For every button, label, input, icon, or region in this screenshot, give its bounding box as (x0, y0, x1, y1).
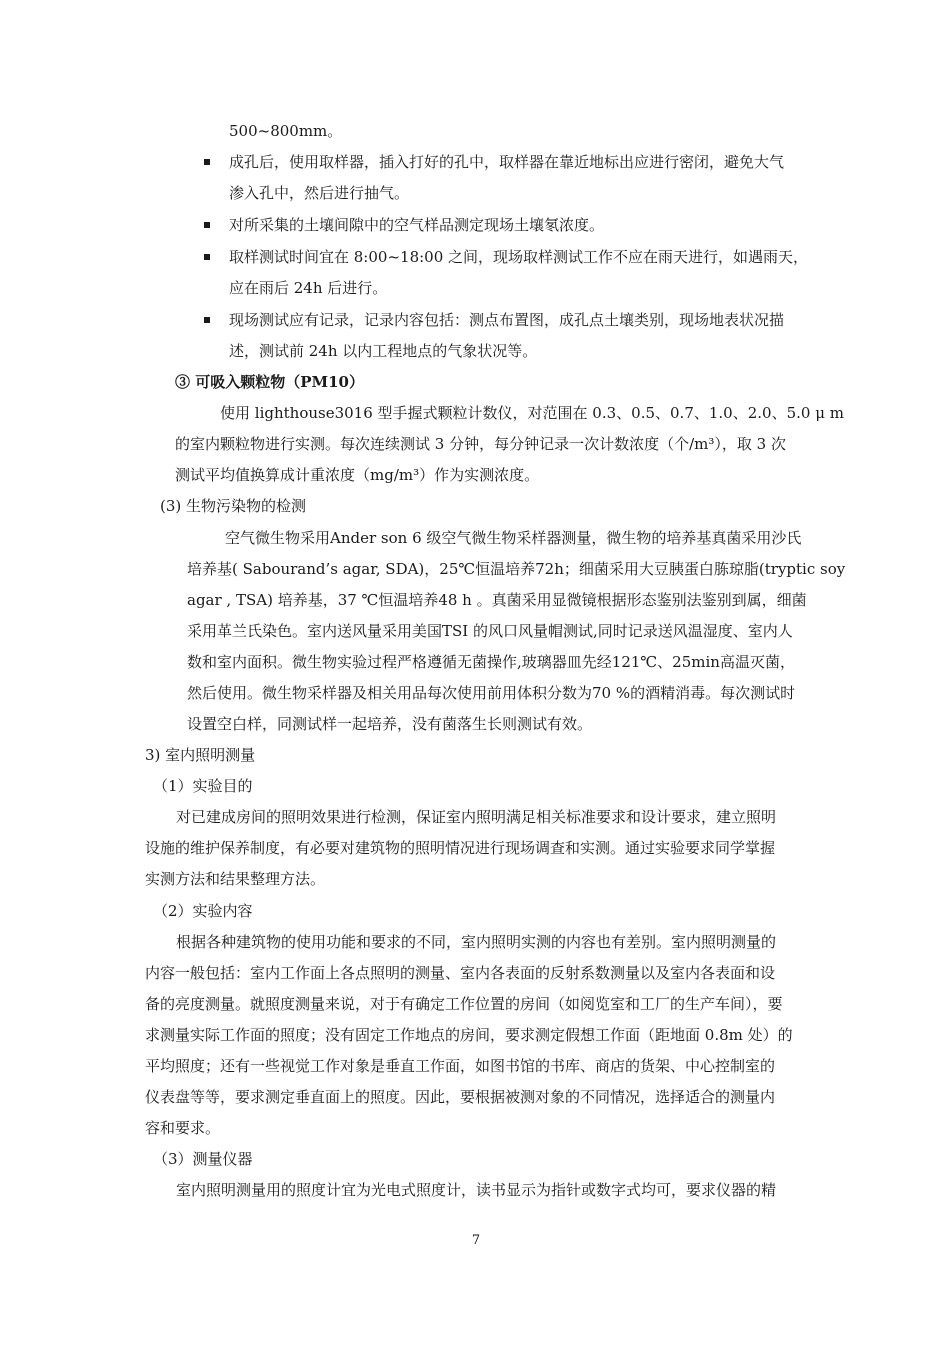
paragraph-line: 仪表盘等等，要求测定垂直面上的照度。因此，要根据被测对象的不同情况，选择适合的测量内 (145, 1088, 776, 1106)
paragraph-line: 500~800mm。 (229, 122, 343, 140)
paragraph-line: 空气微生物采用Ander son 6 级空气微生物采样器测量，微生物的培养基真菌采用沙氏 (225, 529, 802, 547)
paragraph-line: 平均照度；还有一些视觉工作对象是垂直工作面，如图书馆的书库、商店的货架、中心控制室的 (145, 1057, 776, 1075)
paragraph-line: 求测量实际工作面的照度；没有固定工作地点的房间，要求测定假想工作面（距地面 0.8m 处）的 (145, 1026, 793, 1044)
bullet-item-line: 现场测试应有记录，记录内容包括：测点布置图，成孔点土壤类别，现场地表状况描 (229, 311, 785, 329)
paragraph-line: 根据各种建筑物的使用功能和要求的不同，室内照明实测的内容也有差别。室内照明测量的 (176, 933, 777, 951)
paragraph-line: 采用革兰氏染色。室内送风量采用美国TSI 的风口风量帽测试,同时记录送风温湿度、室内人 (187, 622, 793, 640)
bullet-item-line: 渗入孔中，然后进行抽气。 (229, 184, 410, 202)
bullet-item-line: 对所采集的土壤间隙中的空气样品测定现场土壤氡浓度。 (229, 216, 605, 234)
bullet-item-line: 应在雨后 24h 后进行。 (229, 279, 388, 297)
paragraph-line: 实测方法和结果整理方法。 (145, 870, 326, 888)
paragraph-line: 培养基( Sabourand’s agar, SDA)，25℃恒温培养72h；细菌采用大豆胰蛋白胨琼脂(tryptic soy (187, 560, 846, 578)
paragraph-line: 使用 lighthouse3016 型手握式颗粒计数仪，对范围在 0.3、0.5、0.7、1.0、2.0、5.0 μ m (220, 404, 844, 422)
paragraph-line: 内容一般包括：室内工作面上各点照明的测量、室内各表面的反射系数测量以及室内各表面和设 (145, 964, 776, 982)
bullet-icon (204, 222, 210, 228)
section-heading-pm10: ③ 可吸入颗粒物（PM10） (175, 373, 364, 391)
paragraph-line: 备的亮度测量。就照度测量来说，对于有确定工作位置的房间（如阅览室和工厂的生产车间），要 (145, 995, 783, 1013)
bullet-item-line: 述，测试前 24h 以内工程地点的气象状况等。 (229, 342, 538, 360)
bullet-icon (204, 159, 210, 165)
section-heading-lighting: 3) 室内照明测量 (145, 746, 256, 764)
bullet-item-line: 成孔后，使用取样器，插入打好的孔中，取样器在靠近地标出应进行密闭，避免大气 (229, 153, 785, 171)
paragraph-line: 测试平均值换算成计重浓度（mg/m³）作为实测浓度。 (175, 466, 540, 484)
paragraph-line: 然后使用。微生物采样器及相关用品每次使用前用体积分数为70 %的酒精消毒。每次测试时 (187, 684, 796, 702)
section-heading-bio: (3) 生物污染物的检测 (160, 497, 307, 515)
paragraph-line: 的室内颗粒物进行实测。每次连续测试 3 分钟，每分钟记录一次计数浓度（个/m³），取 3 次 (175, 435, 786, 453)
paragraph-line: 设施的维护保养制度，有必要对建筑物的照明情况进行现场调查和实测。通过实验要求同学掌握 (145, 839, 776, 857)
subsection-heading-instrument: （3）测量仪器 (153, 1150, 253, 1168)
paragraph-line: 对已建成房间的照明效果进行检测，保证室内照明满足相关标准要求和设计要求，建立照明 (176, 808, 777, 826)
subsection-heading-content: （2）实验内容 (153, 902, 253, 920)
page-number: 7 (471, 1233, 481, 1248)
bullet-icon (204, 254, 210, 260)
paragraph-line: 设置空白样，同测试样一起培养，没有菌落生长则测试有效。 (187, 715, 593, 733)
bullet-icon (204, 317, 210, 323)
subsection-heading-purpose: （1）实验目的 (153, 777, 253, 795)
paragraph-line: 室内照明测量用的照度计宜为光电式照度计，读书显示为指针或数字式均可，要求仪器的精 (176, 1181, 777, 1199)
paragraph-line: 容和要求。 (145, 1119, 221, 1137)
paragraph-line: 数和室内面积。微生物实验过程严格遵循无菌操作,玻璃器皿先经121℃、25min高温灭菌， (187, 653, 795, 671)
paragraph-line: agar , TSA) 培养基，37 ℃恒温培养48 h 。真菌采用显微镜根据形态鉴别法鉴别到属，细菌 (187, 591, 807, 609)
bullet-item-line: 取样测试时间宜在 8:00~18:00 之间，现场取样测试工作不应在雨天进行，如遇雨天， (229, 248, 809, 266)
